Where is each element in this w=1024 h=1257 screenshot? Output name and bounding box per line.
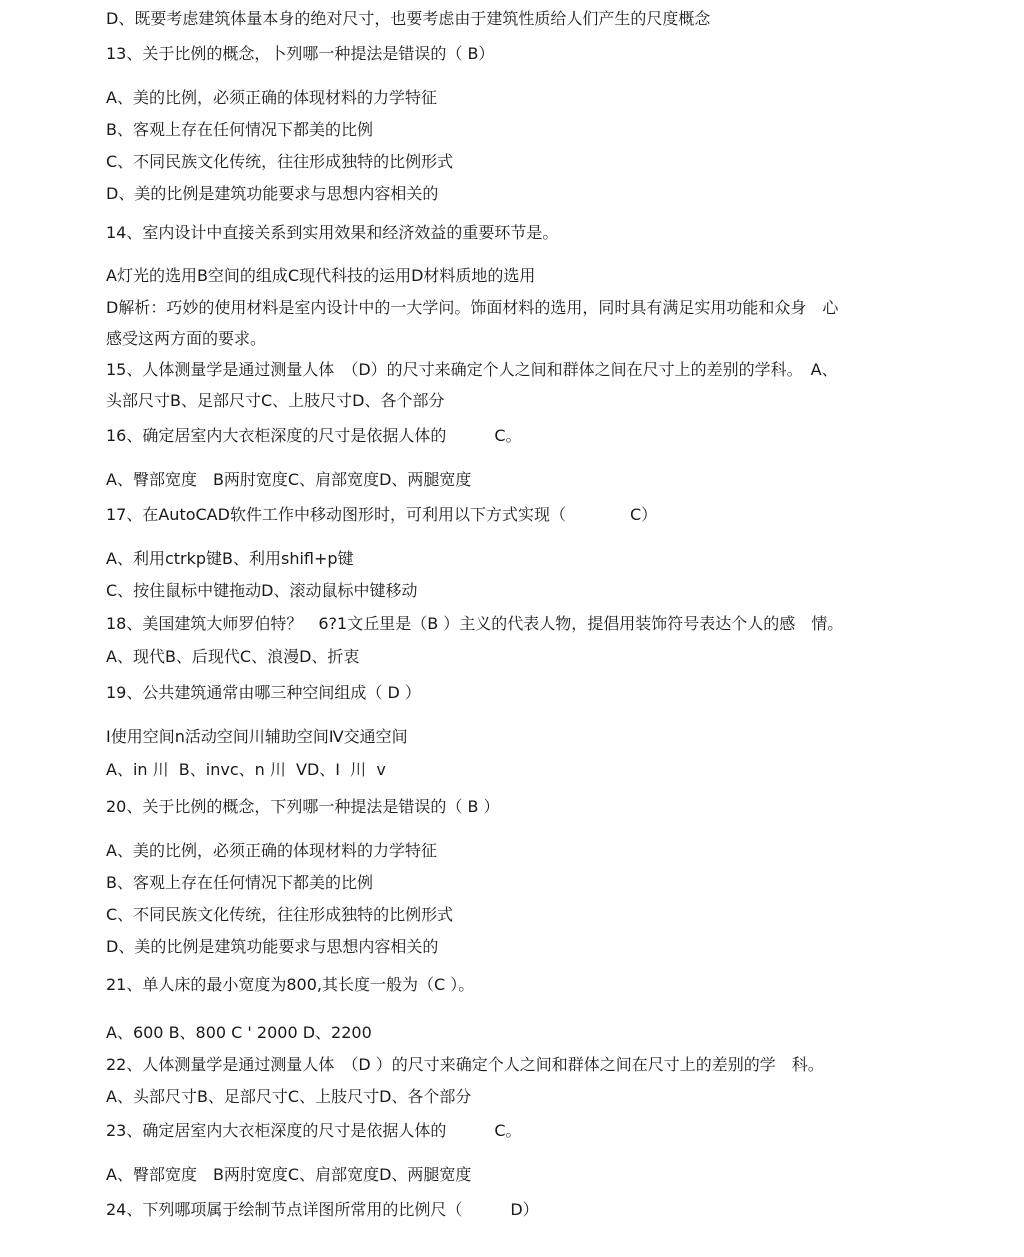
option-line: B、客观上存在任何情况下都美的比例 — [106, 120, 373, 139]
option-line: A、美的比例，必须正确的体现材料的力学特征 — [106, 841, 437, 860]
question-line: 23、确定居室内大衣柜深度的尺寸是依据人体的 C。 — [106, 1121, 522, 1140]
option-line: A、利用ctrkp键B、利用shifl+p键 — [106, 549, 354, 568]
option-line: A、臀部宽度 B两肘宽度C、肩部宽度D、两腿宽度 — [106, 470, 472, 489]
question-line: 15、人体测量学是通过测量人体 （D）的尺寸来确定个人之间和群体之间在尺寸上的差别的学科。 A、 — [106, 360, 838, 379]
option-line: C、不同民族文化传统，往往形成独特的比例形式 — [106, 152, 454, 171]
option-line: A灯光的选用B空间的组成C现代科技的运用D材料质地的选用 — [106, 266, 536, 285]
text-line: D、既要考虑建筑体量本身的绝对尺寸，也要考虑由于建筑性质给人们产生的尺度概念 — [106, 9, 711, 28]
text-line: 感受这两方面的要求。 — [106, 329, 267, 348]
option-line: A、600 B、800 C ' 2000 D、2200 — [106, 1023, 372, 1042]
question-line: 14、室内设计中直接关系到实用效果和经济效益的重要环节是。 — [106, 223, 559, 242]
option-line: D、美的比例是建筑功能要求与思想内容相关的 — [106, 937, 439, 956]
option-line: C、按住鼠标中键拖动D、滚动鼠标中键移动 — [106, 581, 418, 600]
option-line: A、in 川 B、invc、n 川 VD、I 川 v — [106, 760, 386, 779]
option-line: 头部尺寸B、足部尺寸C、上肢尺寸D、各个部分 — [106, 391, 445, 410]
question-line: 17、在AutoCAD软件工作中移动图形时，可利用以下方式实现（ C） — [106, 505, 658, 524]
question-line: 22、人体测量学是通过测量人体 （D ）的尺寸来确定个人之间和群体之间在尺寸上的差别的学 科。 — [106, 1055, 824, 1074]
option-line: I使用空间n活动空间川辅助空间Ⅳ交通空间 — [106, 727, 408, 746]
option-line: A、现代B、后现代C、浪漫D、折衷 — [106, 647, 360, 666]
option-line: A、头部尺寸B、足部尺寸C、上肢尺寸D、各个部分 — [106, 1087, 472, 1106]
question-line: 21、单人床的最小宽度为800,其长度一般为（C ）。 — [106, 975, 475, 994]
question-line: 24、下列哪项属于绘制节点详图所常用的比例尺（ D） — [106, 1200, 539, 1219]
question-line: 13、关于比例的概念，卜列哪一种提法是错误的（ B） — [106, 44, 495, 63]
option-line: C、不同民族文化传统，往往形成独特的比例形式 — [106, 905, 454, 924]
question-line: 20、关于比例的概念，下列哪一种提法是错误的（ B ） — [106, 797, 500, 816]
option-line: A、美的比例，必须正确的体现材料的力学特征 — [106, 88, 437, 107]
question-line: 18、美国建筑大师罗伯特？ 6?1文丘里是（B ）主义的代表人物，提倡用装饰符号表达个人的感 情。 — [106, 614, 844, 633]
text-line: D解析：巧妙的使用材料是室内设计中的一大学问。饰面材料的选用，同时具有满足实用功能和众身 心 — [106, 298, 839, 317]
option-line: D、美的比例是建筑功能要求与思想内容相关的 — [106, 184, 439, 203]
question-line: 16、确定居室内大衣柜深度的尺寸是依据人体的 C。 — [106, 426, 522, 445]
option-line: A、臀部宽度 B两肘宽度C、肩部宽度D、两腿宽度 — [106, 1165, 472, 1184]
option-line: B、客观上存在任何情况下都美的比例 — [106, 873, 373, 892]
question-line: 19、公共建筑通常由哪三种空间组成（ D ） — [106, 683, 421, 702]
